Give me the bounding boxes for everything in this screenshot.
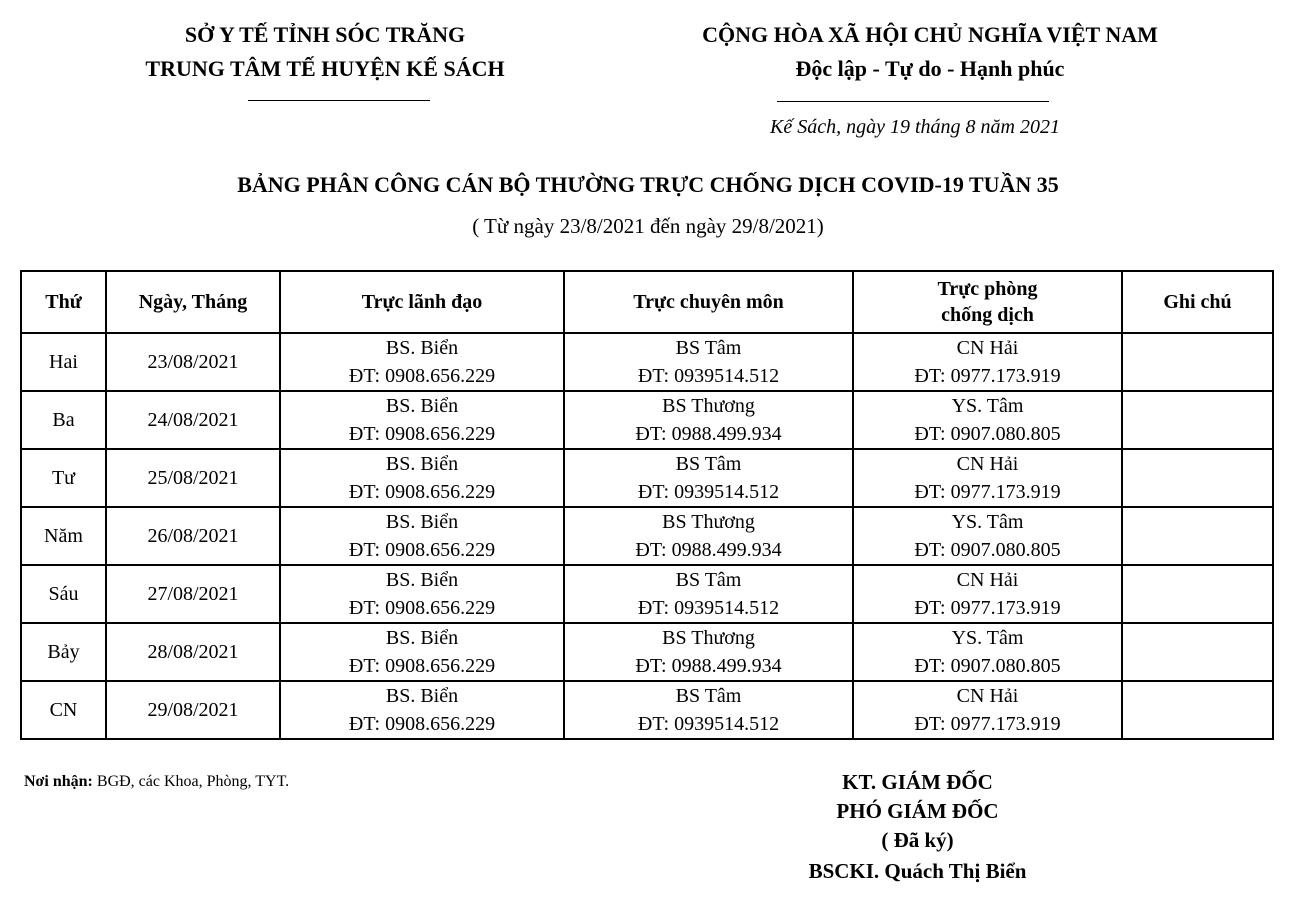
table-row — [21, 565, 1273, 623]
leader-phone: ĐT: 0908.656.229 — [348, 655, 496, 677]
cell-leader — [280, 623, 564, 681]
duty-roster-table — [20, 270, 1274, 740]
table-row — [21, 681, 1273, 739]
leader-name: BS. Biển — [385, 453, 459, 475]
leader-phone: ĐT: 0908.656.229 — [348, 713, 496, 735]
signature-signed-note: ( Đã ký) — [881, 828, 954, 852]
cell-date: 24/08/2021 — [106, 391, 280, 449]
specialist-phone: ĐT: 0988.499.934 — [635, 539, 782, 561]
cell-leader — [280, 391, 564, 449]
cell-date: 29/08/2021 — [106, 681, 280, 739]
specialist-name: BS Tâm — [675, 453, 742, 475]
cell-leader — [280, 507, 564, 565]
cell-day: Sáu — [21, 565, 106, 623]
table-header-row — [21, 271, 1273, 333]
cell-date: 27/08/2021 — [106, 565, 280, 623]
cell-day: Hai — [21, 333, 106, 391]
recipients-line — [24, 773, 289, 791]
signatory-name: BSCKI. Quách Thị Biển — [808, 859, 1027, 883]
leader-phone: ĐT: 0908.656.229 — [348, 423, 496, 445]
leader-name: BS. Biển — [385, 337, 459, 359]
specialist-phone: ĐT: 0939514.512 — [637, 365, 780, 387]
column-header-leader: Trực lãnh đạo — [280, 271, 564, 333]
national-motto: Độc lập - Tự do - Hạnh phúc — [795, 56, 1065, 81]
epidemic-name: YS. Tâm — [951, 627, 1024, 649]
epidemic-phone: ĐT: 0977.173.919 — [914, 597, 1061, 619]
recipients-label: Nơi nhận: — [24, 773, 93, 790]
specialist-name: BS Thương — [662, 511, 755, 533]
epidemic-phone: ĐT: 0907.080.805 — [914, 539, 1061, 561]
cell-date: 26/08/2021 — [106, 507, 280, 565]
cell-epidemic — [853, 565, 1122, 623]
cell-note — [1122, 449, 1273, 507]
epidemic-name: YS. Tâm — [951, 511, 1024, 533]
table-row — [21, 449, 1273, 507]
cell-specialist — [564, 623, 853, 681]
specialist-name: BS Thương — [662, 627, 755, 649]
issuing-agency-header — [60, 18, 590, 86]
cell-specialist — [564, 507, 853, 565]
cell-specialist — [564, 449, 853, 507]
document-subtitle: ( Từ ngày 23/8/2021 đến ngày 29/8/2021) — [472, 214, 824, 238]
cell-date: 25/08/2021 — [106, 449, 280, 507]
document-date: Kế Sách, ngày 19 tháng 8 năm 2021 — [770, 116, 1060, 138]
leader-name: BS. Biển — [385, 569, 459, 591]
leader-name: BS. Biển — [385, 511, 459, 533]
cell-specialist — [564, 681, 853, 739]
cell-leader — [280, 565, 564, 623]
cell-epidemic — [853, 681, 1122, 739]
specialist-name: BS Tâm — [675, 569, 742, 591]
leader-name: BS. Biển — [385, 395, 459, 417]
epidemic-phone: ĐT: 0977.173.919 — [914, 365, 1061, 387]
signature-title: PHÓ GIÁM ĐỐC — [836, 799, 999, 823]
column-header-epidemic — [853, 271, 1122, 333]
specialist-phone: ĐT: 0939514.512 — [637, 597, 780, 619]
cell-note — [1122, 391, 1273, 449]
epidemic-name: CN Hải — [956, 453, 1019, 475]
column-header-day: Thứ — [21, 271, 106, 333]
specialist-name: BS Tâm — [675, 337, 742, 359]
national-motto-header — [660, 18, 1200, 86]
cell-day: Tư — [21, 449, 106, 507]
cell-specialist — [564, 391, 853, 449]
cell-leader — [280, 449, 564, 507]
cell-day: Bảy — [21, 623, 106, 681]
epidemic-name: YS. Tâm — [951, 395, 1024, 417]
leader-phone: ĐT: 0908.656.229 — [348, 539, 496, 561]
table-row — [21, 391, 1273, 449]
epidemic-phone: ĐT: 0907.080.805 — [914, 655, 1061, 677]
specialist-name: BS Thương — [662, 395, 755, 417]
leader-name: BS. Biển — [385, 627, 459, 649]
cell-note — [1122, 333, 1273, 391]
epidemic-name: CN Hải — [956, 685, 1019, 707]
leader-name: BS. Biển — [385, 685, 459, 707]
document-title: BẢNG PHÂN CÔNG CÁN BỘ THƯỜNG TRỰC CHỐNG DỊCH COVID-19 TUẦN 35 — [237, 172, 1059, 197]
column-header-date: Ngày, Tháng — [106, 271, 280, 333]
cell-day: Ba — [21, 391, 106, 449]
cell-note — [1122, 565, 1273, 623]
epidemic-phone: ĐT: 0977.173.919 — [914, 481, 1061, 503]
epidemic-name: CN Hải — [956, 337, 1019, 359]
cell-epidemic — [853, 391, 1122, 449]
cell-date: 23/08/2021 — [106, 333, 280, 391]
country-name: CỘNG HÒA XÃ HỘI CHỦ NGHĨA VIỆT NAM — [702, 22, 1158, 47]
epidemic-name: CN Hải — [956, 569, 1019, 591]
cell-date: 28/08/2021 — [106, 623, 280, 681]
cell-specialist — [564, 333, 853, 391]
specialist-name: BS Tâm — [675, 685, 742, 707]
cell-epidemic — [853, 449, 1122, 507]
cell-specialist — [564, 565, 853, 623]
column-header-epidemic-line1: Trực phòng — [937, 278, 1038, 300]
cell-epidemic — [853, 507, 1122, 565]
leader-phone: ĐT: 0908.656.229 — [348, 365, 496, 387]
specialist-phone: ĐT: 0939514.512 — [637, 481, 780, 503]
cell-day: Năm — [21, 507, 106, 565]
specialist-phone: ĐT: 0939514.512 — [637, 713, 780, 735]
table-row — [21, 507, 1273, 565]
epidemic-phone: ĐT: 0977.173.919 — [914, 713, 1061, 735]
agency-center: TRUNG TÂM TẾ HUYỆN KẾ SÁCH — [145, 56, 505, 81]
specialist-phone: ĐT: 0988.499.934 — [635, 655, 782, 677]
specialist-phone: ĐT: 0988.499.934 — [635, 423, 782, 445]
cell-epidemic — [853, 623, 1122, 681]
signature-block — [760, 768, 1075, 886]
signature-authority: KT. GIÁM ĐỐC — [842, 770, 993, 794]
column-header-epidemic-line2: chống dịch — [941, 304, 1034, 326]
cell-epidemic — [853, 333, 1122, 391]
motto-underline-divider — [777, 101, 1049, 102]
cell-leader — [280, 333, 564, 391]
cell-day: CN — [21, 681, 106, 739]
table-row — [21, 623, 1273, 681]
recipients-value: BGĐ, các Khoa, Phòng, TYT. — [92, 773, 290, 790]
table-row — [21, 333, 1273, 391]
leader-phone: ĐT: 0908.656.229 — [348, 597, 496, 619]
column-header-note: Ghi chú — [1122, 271, 1273, 333]
agency-underline-divider — [248, 100, 430, 101]
agency-department: SỞ Y TẾ TỈNH SÓC TRĂNG — [184, 22, 466, 47]
column-header-specialist: Trực chuyên môn — [564, 271, 853, 333]
cell-leader — [280, 681, 564, 739]
cell-note — [1122, 681, 1273, 739]
cell-note — [1122, 623, 1273, 681]
leader-phone: ĐT: 0908.656.229 — [348, 481, 496, 503]
epidemic-phone: ĐT: 0907.080.805 — [914, 423, 1061, 445]
cell-note — [1122, 507, 1273, 565]
